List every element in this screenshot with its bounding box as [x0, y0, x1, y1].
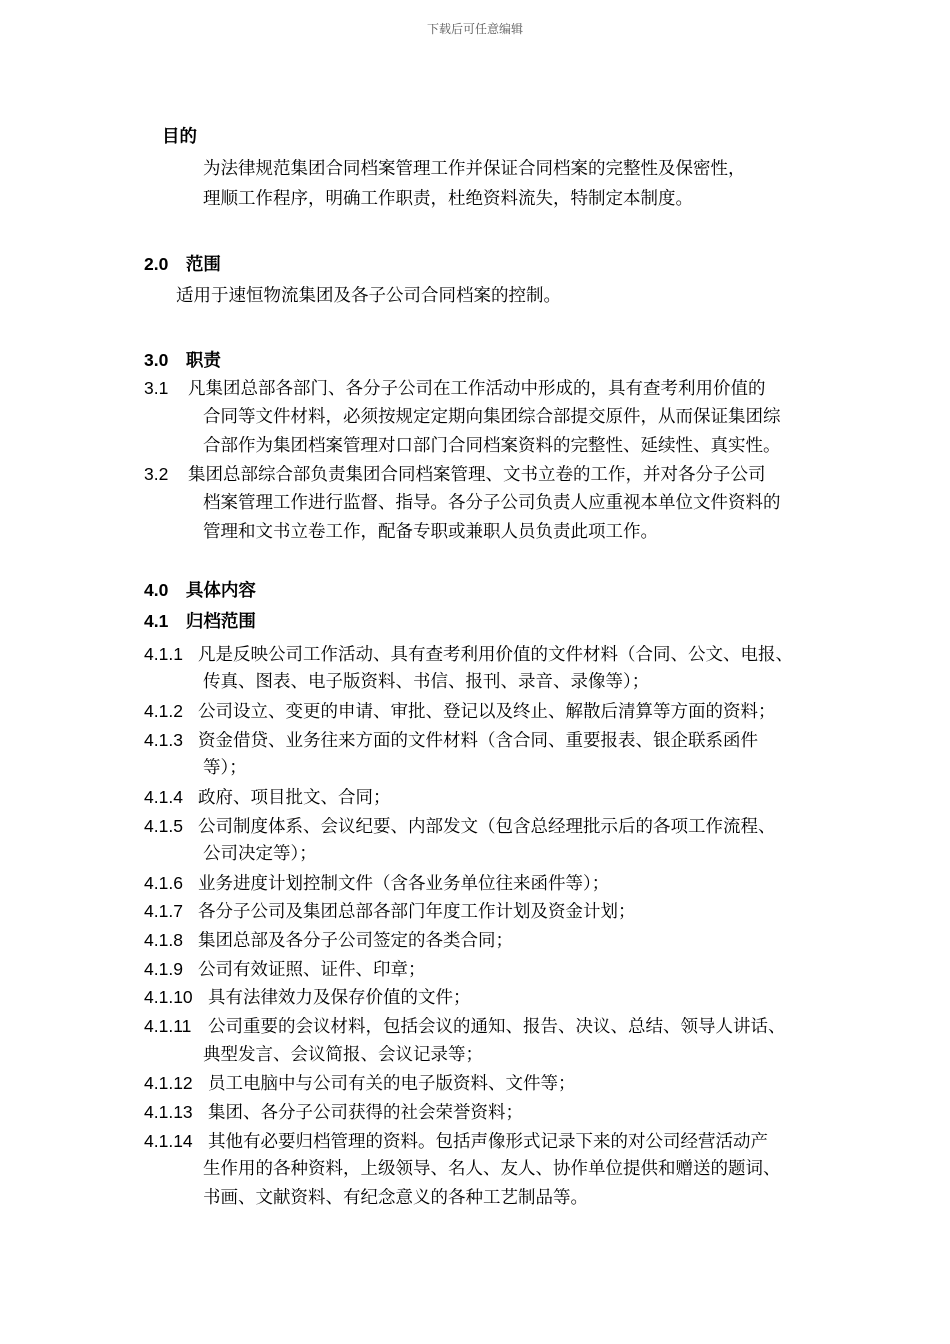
- item-number: 4.1.7: [144, 901, 183, 921]
- item-number: 4.1.5: [144, 816, 183, 836]
- item-number: 4.1.1: [144, 644, 183, 664]
- list-item: [144, 986, 471, 1009]
- section-2-number: 2.0: [144, 254, 169, 274]
- item-number: 4.1.11: [144, 1016, 192, 1036]
- section-3-heading: [144, 349, 221, 372]
- list-item: [144, 929, 513, 952]
- item-text: 其他有必要归档管理的资料。包括声像形式记录下来的对公司经营活动产: [208, 1132, 768, 1152]
- item-number: 4.1.13: [144, 1102, 193, 1122]
- item-text-continued: 传真、图表、电子版资料、书信、报刊、录音、录像等）；: [203, 672, 650, 692]
- item-text: 政府、项目批文、合同；: [198, 788, 391, 808]
- list-item: [144, 900, 636, 923]
- section-3-title: 职责: [185, 351, 221, 371]
- item-number: 4.1.10: [144, 987, 193, 1007]
- item-text-continued: 典型发言、会议简报、会议记录等；: [203, 1045, 483, 1065]
- section-1-line-1: 为法律规范集团合同档案管理工作并保证合同档案的完整性及保密性，: [203, 159, 746, 179]
- item-3-2-number: 3.2: [144, 464, 169, 484]
- item-3-1-number: 3.1: [144, 378, 169, 398]
- item-text: 集团、各分子公司获得的社会荣誉资料；: [208, 1103, 523, 1123]
- section-4-number: 4.0: [144, 580, 169, 600]
- section-4-heading: [144, 579, 256, 602]
- list-item: [144, 815, 776, 838]
- item-text-continued: 等）；: [203, 758, 247, 778]
- section-4-1-heading: [144, 610, 256, 633]
- item-number: 4.1.3: [144, 730, 183, 750]
- list-item: [144, 729, 758, 752]
- item-3-1-line-2: 合同等文件材料，必须按规定定期向集团综合部提交原件，从而保证集团综: [203, 407, 781, 427]
- item-3-2: [144, 463, 766, 486]
- item-number: 4.1.9: [144, 959, 183, 979]
- list-item: [144, 958, 426, 981]
- item-number: 4.1.2: [144, 701, 183, 721]
- header-note: 下载后可任意编辑: [426, 22, 523, 36]
- list-item: [144, 872, 609, 895]
- item-text: 公司有效证照、证件、印章；: [198, 960, 426, 980]
- item-number: 4.1.6: [144, 873, 183, 893]
- item-text: 员工电脑中与公司有关的电子版资料、文件等；: [208, 1074, 576, 1094]
- list-item: [144, 786, 391, 809]
- section-1-title: 目的: [162, 127, 197, 147]
- section-2-line-1: 适用于速恒物流集团及各子公司合同档案的控制。: [176, 286, 561, 306]
- list-item: [144, 700, 776, 723]
- list-item: [144, 1130, 768, 1153]
- section-4-1-number: 4.1: [144, 611, 169, 631]
- section-2-heading: [144, 253, 221, 276]
- list-item: [144, 643, 793, 666]
- item-text: 各分子公司及集团总部各部门年度工作计划及资金计划；: [198, 902, 636, 922]
- section-1-line-2: 理顺工作程序，明确工作职责，杜绝资料流失，特制定本制度。: [203, 189, 693, 209]
- item-text-continued: 书画、文献资料、有纪念意义的各种工艺制品等。: [203, 1188, 588, 1208]
- item-number: 4.1.14: [144, 1131, 193, 1151]
- section-3-number: 3.0: [144, 350, 169, 370]
- item-text: 业务进度计划控制文件（含各业务单位往来函件等）；: [198, 874, 610, 894]
- list-item: [144, 1101, 523, 1124]
- item-3-2-line-1: 集团总部综合部负责集团合同档案管理、文书立卷的工作，并对各分子公司: [188, 465, 766, 485]
- list-item: [144, 1015, 786, 1038]
- item-text: 凡是反映公司工作活动、具有查考利用价值的文件材料（合同、公文、电报、: [198, 645, 793, 665]
- item-text: 资金借贷、业务往来方面的文件材料（含合同、重要报表、银企联系函件: [198, 731, 758, 751]
- item-3-1-line-1: 凡集团总部各部门、各分子公司在工作活动中形成的，具有查考利用价值的: [188, 379, 766, 399]
- item-3-2-line-3: 管理和文书立卷工作，配备专职或兼职人员负责此项工作。: [203, 522, 658, 542]
- item-text: 具有法律效力及保存价值的文件；: [208, 988, 471, 1008]
- item-text-continued: 公司决定等）；: [203, 844, 317, 864]
- item-text: 公司设立、变更的申请、审批、登记以及终止、解散后清算等方面的资料；: [198, 702, 776, 722]
- section-4-title: 具体内容: [185, 581, 256, 601]
- item-3-2-line-2: 档案管理工作进行监督、指导。各分子公司负责人应重视本单位文件资料的: [203, 493, 781, 513]
- item-number: 4.1.12: [144, 1073, 193, 1093]
- item-3-1: [144, 377, 766, 400]
- section-4-1-title: 归档范围: [185, 612, 256, 632]
- item-text: 公司制度体系、会议纪要、内部发文（包含总经理批示后的各项工作流程、: [198, 817, 776, 837]
- list-item: [144, 1072, 576, 1095]
- item-number: 4.1.8: [144, 930, 183, 950]
- item-text: 集团总部及各分子公司签定的各类合同；: [198, 931, 513, 951]
- section-2-title: 范围: [185, 255, 221, 275]
- item-text-continued: 生作用的各种资料，上级领导、名人、友人、协作单位提供和赠送的题词、: [203, 1159, 781, 1179]
- item-text: 公司重要的会议材料，包括会议的通知、报告、决议、总结、领导人讲话、: [208, 1017, 786, 1037]
- item-number: 4.1.4: [144, 787, 183, 807]
- item-3-1-line-3: 合部作为集团档案管理对口部门合同档案资料的完整性、延续性、真实性。: [203, 436, 781, 456]
